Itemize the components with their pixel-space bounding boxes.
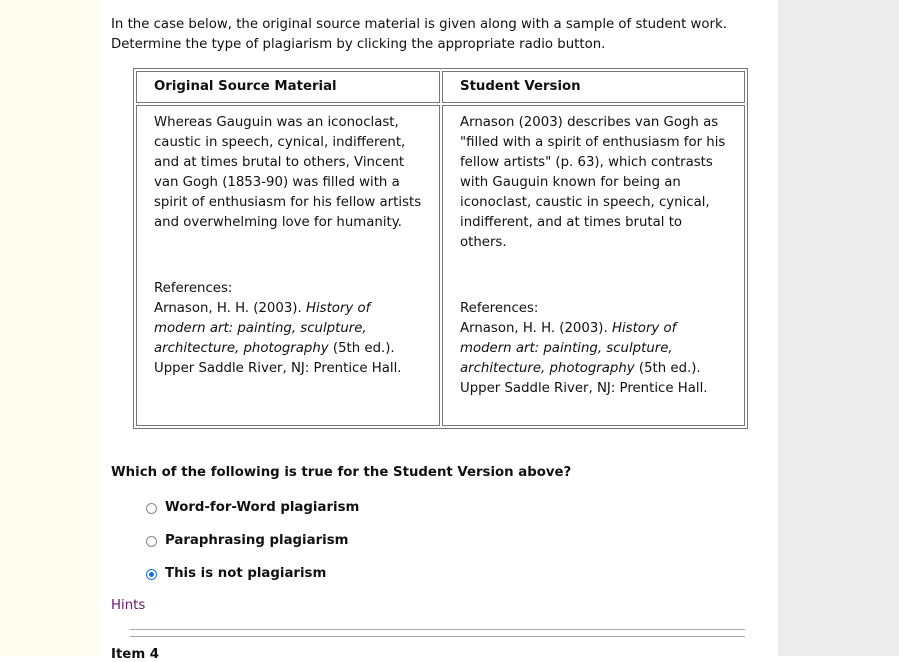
- answer-options: [146, 498, 359, 597]
- main-content: [98, 0, 778, 662]
- original-line: and at times brutal to others, Vincent: [154, 155, 405, 170]
- section-divider: [130, 629, 745, 637]
- student-line: with Gauguin known for being an: [460, 175, 681, 190]
- radio-paraphrasing[interactable]: [146, 536, 157, 547]
- option-word-for-word[interactable]: [146, 498, 359, 531]
- left-margin: [0, 0, 98, 656]
- reference-title: modern art: painting, sculpture,: [154, 321, 367, 336]
- intro-line-2: Determine the type of plagiarism by clicking the appropriate radio button.: [111, 37, 606, 52]
- option-paraphrasing[interactable]: [146, 531, 359, 564]
- comparison-table: [133, 68, 748, 429]
- option-label[interactable]: This is not plagiarism: [165, 566, 327, 581]
- option-label[interactable]: Paraphrasing plagiarism: [165, 533, 349, 548]
- intro-text: [111, 15, 751, 55]
- student-line: "filled with a spirit of enthusiasm for his: [460, 135, 726, 150]
- question-text: Which of the following is true for the Student Version above?: [111, 465, 572, 480]
- radio-word-for-word[interactable]: [146, 503, 157, 514]
- original-line: Whereas Gauguin was an iconoclast,: [154, 115, 399, 130]
- reference-title-cont: architecture, photography (5th ed.).: [460, 361, 701, 376]
- original-source-header: Original Source Material: [136, 71, 440, 103]
- option-not-plagiarism[interactable]: [146, 564, 359, 597]
- original-line: caustic in speech, cynical, indifferent,: [154, 135, 406, 150]
- original-line: spirit of enthusiasm for his fellow artists: [154, 195, 422, 210]
- original-source-cell: [136, 105, 440, 426]
- student-line: Arnason (2003) describes van Gogh as: [460, 115, 719, 130]
- option-label[interactable]: Word-for-Word plagiarism: [165, 500, 360, 515]
- original-line: and overwhelming love for humanity.: [154, 215, 402, 230]
- next-item-heading: Item 4: [111, 647, 160, 662]
- reference-entry: Arnason, H. H. (2003). History of: [460, 321, 677, 336]
- hints-link[interactable]: Hints: [111, 598, 146, 613]
- radio-not-plagiarism[interactable]: [146, 569, 157, 580]
- reference-title-cont: architecture, photography (5th ed.).: [154, 341, 395, 356]
- right-margin: [778, 0, 899, 656]
- reference-publisher: Upper Saddle River, NJ: Prentice Hall.: [154, 361, 402, 376]
- student-version-header: Student Version: [442, 71, 745, 103]
- reference-entry: Arnason, H. H. (2003). History of: [154, 301, 371, 316]
- references-label: References:: [154, 281, 233, 296]
- reference-publisher: Upper Saddle River, NJ: Prentice Hall.: [460, 381, 708, 396]
- student-line: fellow artists" (p. 63), which contrasts: [460, 155, 713, 170]
- student-line: iconoclast, caustic in speech, cynical,: [460, 195, 710, 210]
- original-line: van Gogh (1853-90) was filled with a: [154, 175, 400, 190]
- student-version-cell: [442, 105, 745, 426]
- student-line: indifferent, and at times brutal to others.: [460, 215, 683, 250]
- references-label: References:: [460, 301, 539, 316]
- reference-title: modern art: painting, sculpture,: [460, 341, 673, 356]
- intro-line-1: In the case below, the original source material is given along with a sample of student work.: [111, 17, 727, 32]
